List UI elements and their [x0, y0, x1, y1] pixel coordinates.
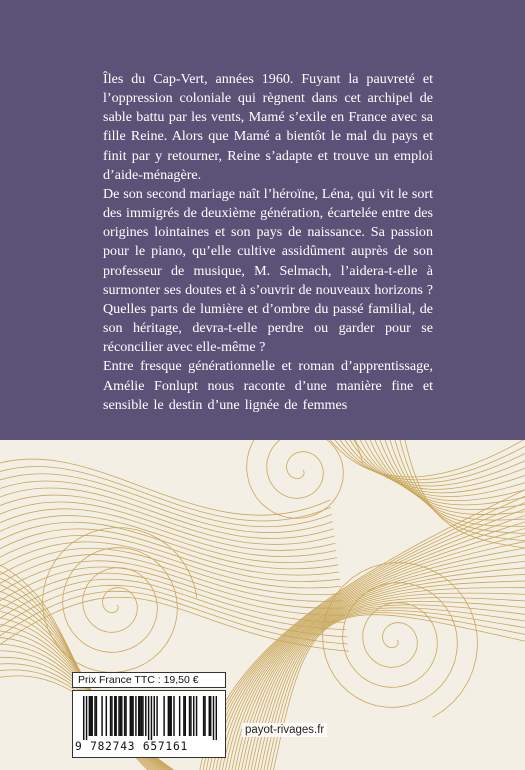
barcode-bar — [138, 696, 139, 736]
barcode-bar — [168, 696, 169, 736]
blurb-paragraph-3 — [103, 357, 433, 434]
barcode-bar — [213, 696, 214, 740]
swirl-line — [360, 440, 525, 497]
barcode-bar — [106, 696, 107, 736]
isbn-digits: 9 782743 657161 — [75, 740, 189, 753]
barcode-bar — [203, 696, 204, 736]
barcode-box — [72, 690, 226, 758]
blurb-paragraph-3-hidden-tail: ... qui ont fait face à la vie avec force, parfois dans l’épreuve. — [103, 396, 433, 432]
ean13-barcode-icon — [83, 696, 217, 740]
barcode-bar — [151, 696, 152, 740]
barcode-bar — [89, 696, 90, 736]
barcode-bar — [196, 696, 197, 736]
barcode-bar — [163, 696, 164, 736]
swirl-line — [0, 509, 336, 557]
barcode-bar — [142, 696, 143, 736]
barcode-bar — [121, 696, 122, 736]
blurb-paragraph-3-text: Entre fresque générationnelle et roman d’apprentissage, Amélie Fonlupt nous raconte d’une manière fine et sensible le destin d’une lignée de femmes — [103, 358, 433, 413]
barcode-bar — [170, 696, 171, 736]
barcode-bar — [111, 696, 112, 736]
swirl-line — [340, 440, 525, 483]
publisher-website: payot-rivages.fr — [242, 723, 327, 737]
barcode-bar — [179, 696, 180, 736]
swirl-line — [385, 440, 525, 520]
barcode-bar — [135, 696, 136, 736]
barcode-bar — [148, 696, 149, 740]
price-label: Prix France TTC : 19,50 € — [72, 672, 226, 688]
barcode-bar — [96, 696, 97, 736]
barcode-bar — [130, 696, 131, 736]
barcode-bar — [139, 696, 140, 736]
barcode-bar — [86, 696, 87, 740]
barcode-bar — [125, 696, 126, 736]
swirl-line — [0, 481, 333, 533]
barcode-bar — [131, 696, 132, 736]
barcode-bar — [91, 696, 92, 736]
barcode-bar — [189, 696, 190, 736]
barcode-bar — [193, 696, 194, 736]
swirl-line — [355, 440, 525, 493]
barcode-bar — [94, 696, 95, 736]
barcode-bar — [110, 696, 111, 736]
barcode-bar — [156, 696, 157, 736]
barcode-bar — [173, 696, 174, 736]
swirl-line — [0, 579, 346, 632]
swirl-line — [0, 522, 338, 569]
barcode-bar — [183, 696, 184, 736]
barcode-bar — [169, 696, 170, 736]
blurb-paragraph-2: De son second mariage naît l’héroïne, Léna, qui vit le sort des immigrés de deuxième génération, écartelée entre des origines lointaines et son pays de naissance. Sa passion pour le piano, qu’elle cultive assidûment auprès de son professeur de musique, M. Selmach, l’aidera-t-elle à surmonter ses doutes et à s’ouvrir de nouveaux horizons ? Quelles parts de lumière et d’ombre du passé familial, de son héritage, devra-t-elle perdre ou garder pour se réconcilier avec elle-même ? — [103, 185, 433, 356]
barcode-bar — [90, 696, 91, 736]
barcode-bar — [145, 696, 146, 736]
swirl-line — [0, 459, 330, 515]
blurb-paragraph-1: Îles du Cap-Vert, années 1960. Fuyant la pauvreté et l’oppression coloniale qui règnent dans cet archipel de sable battu par les vents, Mamé s’exile en France avec sa fille Reine. Alors que Mamé a bientôt le mal du pays et finit par y retourner, Reine s’adapte et trouve un emploi d’aide-ménagère. — [103, 71, 433, 183]
swirl-line — [335, 438, 525, 480]
swirl-line — [274, 615, 525, 770]
barcode-bar — [190, 696, 191, 736]
barcode-bar — [204, 696, 205, 736]
barcode-bar — [216, 696, 217, 740]
barcode-bar — [120, 696, 121, 736]
barcode-bar — [141, 696, 142, 736]
barcode-bar — [114, 696, 115, 736]
barcode-bar — [154, 696, 155, 736]
swirl-line — [0, 555, 343, 602]
barcode-bar — [209, 696, 210, 736]
back-cover-blurb — [103, 70, 433, 434]
barcode-bar — [132, 696, 133, 736]
barcode-bar — [118, 696, 119, 736]
barcode-bar — [101, 696, 102, 736]
barcode-bar — [210, 696, 211, 736]
barcode-bar — [185, 696, 186, 736]
barcode-bar — [115, 696, 116, 736]
barcode-bar — [83, 696, 84, 740]
swirl-line — [232, 552, 525, 770]
barcode-bar — [124, 696, 125, 736]
swirl-line — [251, 593, 525, 770]
